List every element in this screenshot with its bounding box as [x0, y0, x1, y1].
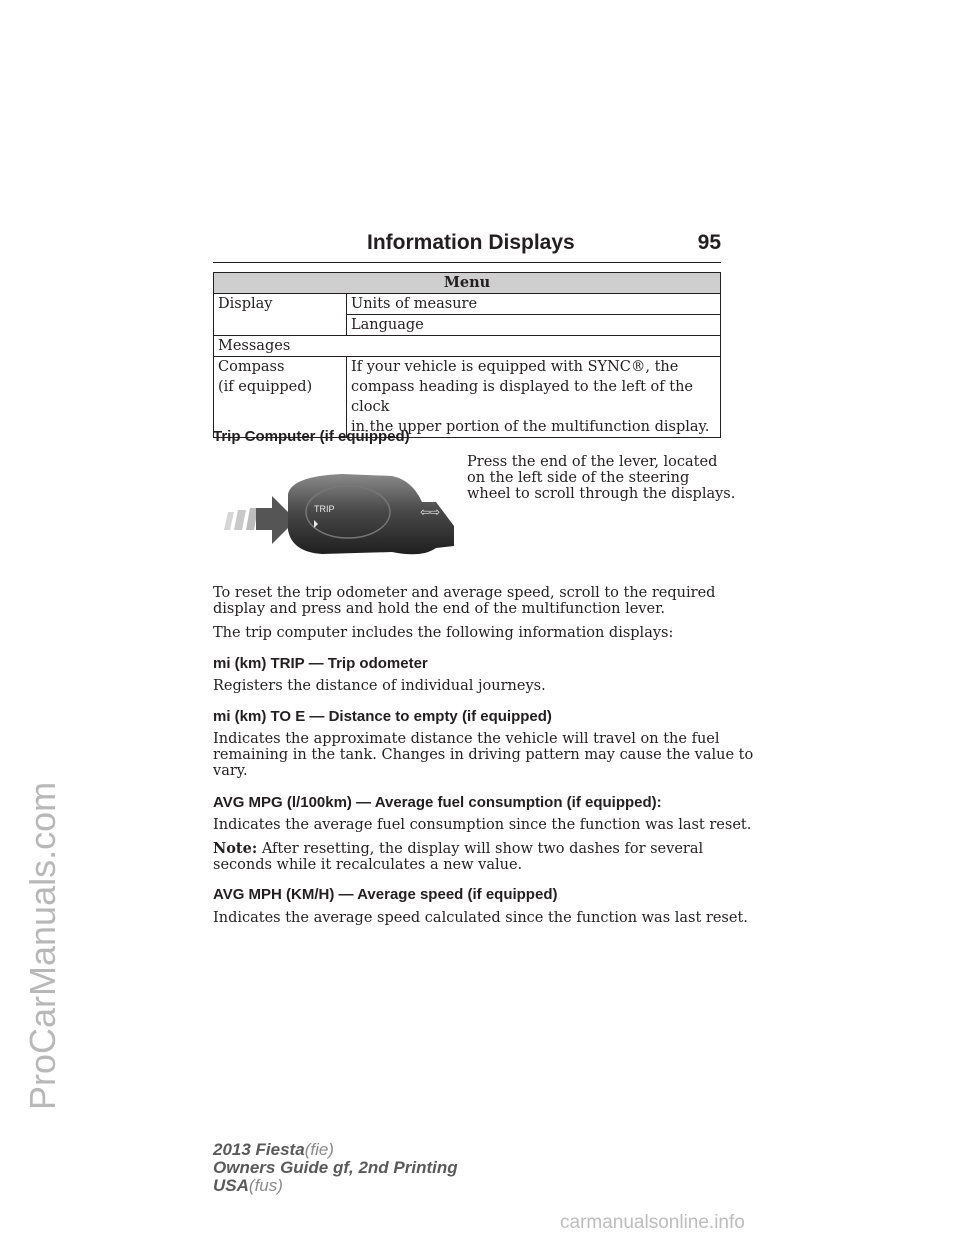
footer-model: 2013 Fiesta	[213, 1140, 305, 1159]
text-line: Press the end of the lever, located	[467, 454, 718, 470]
text-line: After resetting, the display will show two dashes for several	[261, 841, 704, 857]
text-line: vary.	[213, 763, 248, 779]
text-line: remaining in the tank. Changes in driving pattern may cause the value to	[213, 747, 754, 763]
page-title: Information Displays	[367, 231, 575, 254]
table-cell: Display	[214, 294, 347, 315]
item-heading: mi (km) TO E — Distance to empty (if equipped)	[213, 708, 552, 725]
note-paragraph	[213, 841, 703, 873]
motion-line	[224, 512, 234, 530]
menu-table	[213, 272, 721, 438]
footer-model-code: (fie)	[304, 1140, 334, 1159]
footer-region: USA	[213, 1176, 249, 1195]
cell-line: (if equipped)	[218, 379, 313, 395]
cell-line: compass heading is displayed to the left of the clock	[351, 379, 694, 415]
includes-paragraph: The trip computer includes the following information displays:	[213, 625, 674, 641]
table-cell: Language	[347, 315, 721, 336]
item-body: Registers the distance of individual journeys.	[213, 678, 546, 694]
table-row	[214, 336, 721, 357]
text-line: display and press and hold the end of the multifunction lever.	[213, 601, 666, 617]
motion-line	[234, 510, 246, 530]
reset-paragraph	[213, 585, 715, 617]
trip-label: TRIP	[314, 504, 335, 514]
item-body	[213, 731, 753, 779]
table-cell	[214, 315, 347, 336]
table-cell	[347, 357, 721, 438]
item-heading: mi (km) TRIP — Trip odometer	[213, 655, 428, 672]
text-line: To reset the trip odometer and average speed, scroll to the required	[213, 585, 716, 601]
footer-region-code: (fus)	[248, 1176, 283, 1195]
text-line: wheel to scroll through the displays.	[467, 486, 736, 502]
menu-table-header: Menu	[214, 273, 721, 294]
item-body: Indicates the average fuel consumption since the function was last reset.	[213, 817, 752, 833]
table-row	[214, 294, 721, 315]
bottom-watermark: carmanualsonline.info	[560, 1212, 745, 1233]
note-label: Note:	[213, 840, 258, 857]
text-line: on the left side of the steering	[467, 470, 690, 486]
turn-signal-icon: ⇦⇨	[420, 505, 441, 519]
item-heading: AVG MPH (KM/H) — Average speed (if equipped)	[213, 886, 558, 903]
cell-line: in the upper portion of the multifunction display.	[351, 419, 710, 435]
cell-line: If your vehicle is equipped with SYNC®, the	[351, 359, 679, 375]
steering-lever-illustration	[222, 468, 460, 564]
side-watermark: ProCarManuals.com	[22, 781, 63, 1110]
cell-line: Compass	[218, 359, 285, 375]
text-line: Indicates the approximate distance the vehicle will travel on the fuel	[213, 731, 720, 747]
trip-computer-heading: Trip Computer (if equipped)	[213, 428, 410, 445]
item-body: Indicates the average speed calculated since the function was last reset.	[213, 910, 748, 926]
table-cell: Messages	[214, 336, 721, 357]
footer-guide: Owners Guide gf, 2nd Printing	[213, 1158, 458, 1177]
page-number: 95	[697, 231, 721, 254]
trip-intro	[467, 454, 735, 502]
table-cell: Units of measure	[347, 294, 721, 315]
table-row	[214, 315, 721, 336]
table-row	[214, 357, 721, 438]
page-header	[213, 228, 721, 263]
table-cell	[214, 357, 347, 438]
text-line: seconds while it recalculates a new value.	[213, 857, 523, 873]
footer	[213, 1141, 458, 1195]
item-heading: AVG MPG (l/100km) — Average fuel consumption (if equipped):	[213, 794, 662, 811]
